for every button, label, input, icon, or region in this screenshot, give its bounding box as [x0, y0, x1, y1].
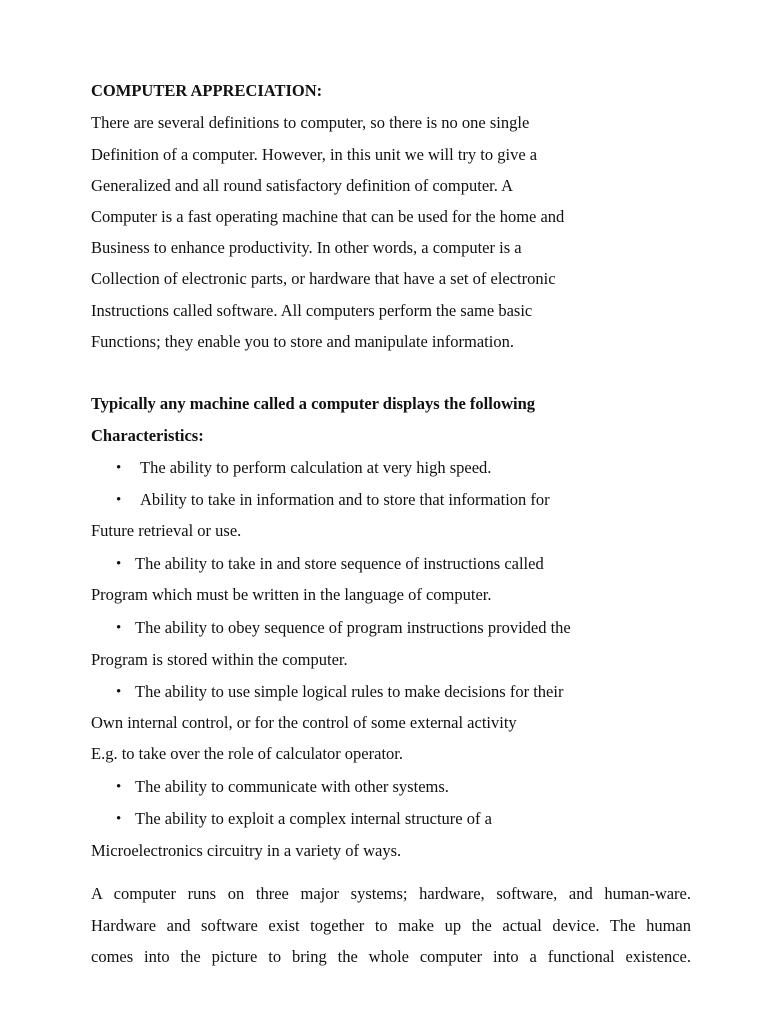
bullet-icon: •	[116, 556, 122, 572]
bullet-continuation: Program is stored within the computer.	[91, 650, 348, 669]
characteristics-heading: Characteristics:	[91, 426, 204, 445]
intro-line: Computer is a fast operating machine that can be used for the home and	[91, 207, 565, 226]
bullet-icon: •	[116, 811, 122, 827]
bullet-icon: •	[116, 684, 122, 700]
bullet-icon: •	[116, 779, 122, 795]
intro-line: There are several definitions to computer, so there is no one single	[91, 113, 530, 132]
closing-line: A computer runs on three major systems; hardware, software, and human-ware.	[91, 884, 691, 903]
intro-line: Collection of electronic parts, or hardware that have a set of electronic	[91, 269, 556, 288]
bullet-continuation: Microelectronics circuitry in a variety of ways.	[91, 841, 402, 860]
characteristics-heading: Typically any machine called a computer displays the following	[91, 394, 535, 413]
intro-line: Business to enhance productivity. In other words, a computer is a	[91, 238, 522, 257]
bullet-continuation: Future retrieval or use.	[91, 521, 242, 540]
bullet-continuation: Program which must be written in the language of computer.	[91, 585, 492, 604]
bullet-icon: •	[116, 492, 122, 508]
doc-heading: COMPUTER APPRECIATION:	[91, 81, 323, 100]
bullet-item: The ability to use simple logical rules to make decisions for their	[135, 682, 564, 701]
intro-line: Instructions called software. All computers perform the same basic	[91, 301, 533, 320]
bullet-item: The ability to exploit a complex internal structure of a	[135, 809, 492, 828]
bullet-continuation: Own internal control, or for the control of some external activity	[91, 713, 517, 732]
bullet-item: The ability to perform calculation at very high speed.	[140, 458, 492, 477]
bullet-icon: •	[116, 460, 122, 476]
bullet-item: The ability to communicate with other systems.	[135, 777, 449, 796]
intro-line: Generalized and all round satisfactory definition of computer. A	[91, 176, 513, 195]
bullet-item: The ability to take in and store sequence of instructions called	[135, 554, 544, 573]
intro-line: Functions; they enable you to store and manipulate information.	[91, 332, 514, 351]
bullet-item: Ability to take in information and to store that information for	[140, 490, 550, 509]
closing-line: comes into the picture to bring the whole computer into a functional existence.	[91, 947, 691, 966]
bullet-item: The ability to obey sequence of program instructions provided the	[135, 618, 571, 637]
bullet-icon: •	[116, 620, 122, 636]
intro-line: Definition of a computer. However, in this unit we will try to give a	[91, 145, 538, 164]
bullet-continuation: E.g. to take over the role of calculator operator.	[91, 744, 403, 763]
closing-line: Hardware and software exist together to make up the actual device. The human	[91, 916, 691, 935]
